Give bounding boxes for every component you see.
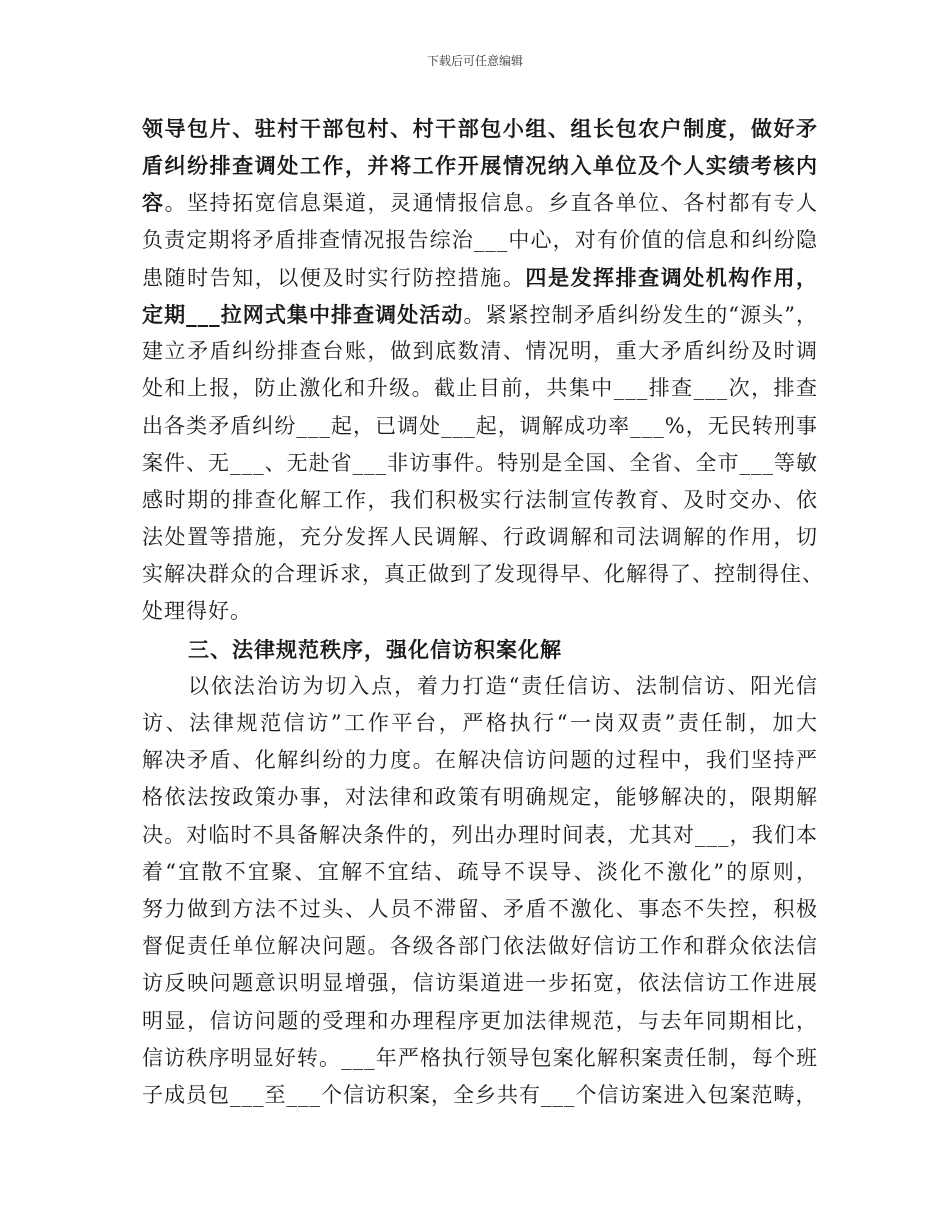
text-line [142, 222, 818, 259]
text-line [142, 482, 818, 519]
text-line [142, 1077, 818, 1114]
text-line [142, 147, 818, 184]
text-line [142, 184, 818, 221]
text-line [142, 668, 818, 705]
bold-text-run: 盾纠纷排查调处工作，并将工作开展情况纳入单位及个人实绩考核内 [142, 153, 818, 179]
text-line [142, 296, 818, 333]
text-run: 患随时告知，以便及时实行防控措施。 [142, 265, 526, 290]
text-run: 以依法治访为切入点，着力打造“责任信访、法制信访、阳光信 [188, 673, 818, 698]
text-line [142, 891, 818, 928]
text-run: 访、法律规范信访”工作平台，严格执行“一岗双责”责任制，加大 [142, 711, 818, 735]
bold-text-run: 领导包片、驻村干部包村、村干部包小组、组长包农户制度，做好矛 [142, 116, 818, 141]
text-run: 。坚持拓宽信息渠道，灵通情报信息。乡直各单位、各村都有专人 [164, 191, 819, 216]
text-run: 处和上报，防止激化和升级。截止目前，共集中___排查___次，排查 [142, 376, 818, 401]
text-line [142, 1040, 818, 1077]
text-line [142, 370, 818, 407]
bold-text-run: 三、法律规范秩序，强化信访积案化解 [188, 636, 562, 662]
text-run: 处理得好。 [142, 599, 252, 624]
text-line [142, 854, 818, 891]
document-body [142, 110, 824, 1114]
section-heading [142, 631, 818, 668]
text-run: 实解决群众的合理诉求，真正做到了发现得早、化解得了、控制得住、 [142, 562, 824, 587]
text-line [142, 1003, 818, 1040]
text-run: 。紧紧控制矛盾纠纷发生的“源头”， [463, 302, 818, 327]
bold-text-run: 四是发挥排查调处机构作用， [525, 264, 819, 290]
text-run: 访反映问题意识明显增强，信访渠道进一步拓宽，依法信访工作进展 [142, 971, 818, 996]
text-line [142, 408, 818, 445]
text-run: 法处置等措施，充分发挥人民调解、行政调解和司法调解的作用，切 [142, 525, 818, 550]
text-run: 信访秩序明显好转。___年严格执行领导包案化解积案责任制，每个班 [142, 1045, 818, 1070]
text-line [142, 928, 818, 965]
bold-text-run: 容 [142, 190, 165, 216]
text-line [142, 259, 818, 296]
text-run: 感时期的排查化解工作，我们积极实行法制宣传教育、及时交办、依 [142, 487, 818, 512]
text-run: 着“宜散不宜聚、宜解不宜结、疏导不误导、淡化不激化”的原则， [142, 859, 818, 884]
bold-text-run: 定期___拉网式集中排查调处活动 [142, 301, 464, 327]
text-line [142, 593, 818, 630]
text-run: 督促责任单位解决问题。各级各部门依法做好信访工作和群众依法信 [142, 934, 818, 959]
text-run: 出各类矛盾纠纷___起，已调处___起，调解成功率___%，无民转刑事 [142, 413, 818, 438]
text-run: 明显，信访问题的受理和办理程序更加法律规范，与去年同期相比， [142, 1008, 818, 1033]
text-line [142, 556, 824, 593]
text-run: 案件、无___、无赴省___非访事件。特别是全国、全省、全市___等敏 [142, 450, 818, 475]
text-run: 子成员包___至___个信访积案，全乡共有___个信访案进入包案范畴， [142, 1082, 818, 1107]
text-line [142, 965, 818, 1002]
text-run: 负责定期将矛盾排查情况报告综治___中心，对有价值的信息和纠纷隐 [142, 227, 818, 252]
text-line [142, 817, 818, 854]
text-line [142, 705, 818, 742]
text-run: 建立矛盾纠纷排查台账，做到底数清、情况明，重大矛盾纠纷及时调 [142, 339, 818, 364]
text-line [142, 333, 818, 370]
text-line [142, 742, 818, 779]
text-run: 努力做到方法不过头、人员不滞留、矛盾不激化、事态不失控，积极 [142, 896, 818, 921]
text-line [142, 110, 818, 147]
text-run: 格依法按政策办事，对法律和政策有明确规定，能够解决的，限期解 [142, 785, 818, 810]
page-header: 下载后可任意编辑 [426, 54, 523, 68]
text-line [142, 779, 818, 816]
text-line [142, 519, 818, 556]
text-run: 解决矛盾、化解纠纷的力度。在解决信访问题的过程中，我们坚持严 [142, 748, 818, 773]
text-run: 决。对临时不具备解决条件的，列出办理时间表，尤其对___，我们本 [142, 822, 818, 847]
text-line [142, 445, 818, 482]
